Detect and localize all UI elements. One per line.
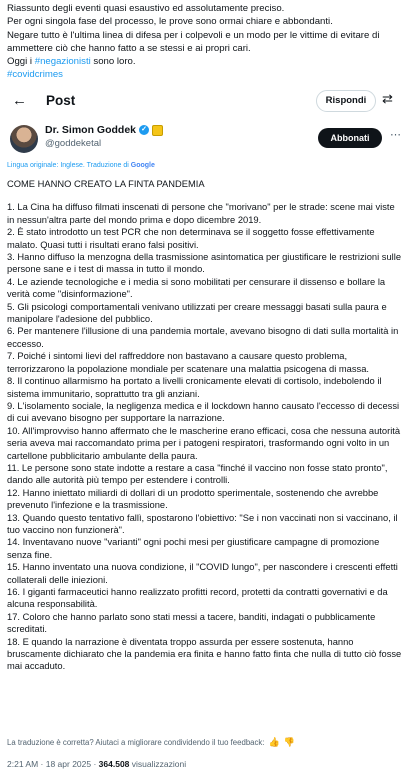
post-item: 18. E quando la narrazione è diventata troppo assurda per essere sostenuta, hanno bruscamente dichiarato che la pandemia era finita e hanno fatto finta che nulla di tutto ciò fosse mai accaduto. — [7, 636, 402, 672]
reply-button[interactable]: Rispondi — [316, 90, 376, 112]
post-item: 8. Il continuo allarmismo ha portato a livelli cronicamente elevati di cortisolo, indebolendo il sistema immunitario, soprattutto tra gli anziani. — [7, 376, 382, 399]
thumbs-up-icon[interactable]: 👍 — [268, 737, 280, 747]
post-item: 11. Le persone sono state indotte a restare a casa "finché il vaccino non fosse stato pronto", dando alle autorità più tempo per estendere i controlli. — [7, 462, 388, 486]
caption-line: Negare tutto è l'ultima linea di difesa per i colpevoli e un modo per le vittime di evitare di ammettere ciò che hanno fatto a se stessi e ai propri cari. — [7, 29, 380, 54]
caption-line — [7, 55, 405, 68]
post-item: 14. Inventavano nuove "varianti" ogni pochi mesi per giustificare campagne di promozione senza fine. — [7, 537, 380, 560]
post-heading: COME HANNO CREATO LA FINTA PANDEMIA — [7, 179, 205, 189]
post-item: 17. Coloro che hanno parlato sono stati messi a tacere, banditi, indagati o pubblicamente screditati. — [7, 611, 376, 635]
view-count: 364.508 — [98, 759, 130, 769]
author-handle[interactable]: @goddeketal — [45, 138, 102, 149]
translation-feedback — [7, 737, 295, 748]
caption-text: sono loro. — [90, 56, 136, 68]
hashtag-negazionisti[interactable]: #negazionisti — [34, 56, 91, 68]
caption — [7, 2, 405, 82]
post-item: 1. La Cina ha diffuso filmati inscenati di persone che "morivano" per le strade: scene mai viste in nessun'altra parte del mondo prima e dopo dicembre 2019. — [7, 202, 395, 225]
post-header — [0, 84, 410, 120]
post-item: 6. Per mantenere l'illusione di una pandemia mortale, avevano bisogno di dati sulla mortalità in eccesso. — [7, 326, 399, 349]
caption-line: Per ogni singola fase del processo, le prove sono ormai chiare e abbondanti. — [7, 16, 333, 28]
caption-line: Riassunto degli eventi quasi esaustivo ed assolutamente preciso. — [7, 3, 285, 14]
view-label: visualizzazioni — [129, 759, 187, 769]
post-item: 13. Quando questo tentativo fallì, spostarono l'obiettivo: "Se i non vaccinati non si vaccinano, il tuo vaccino non funzionerà". — [7, 512, 398, 535]
avatar[interactable] — [10, 125, 38, 153]
hashtag-covidcrimes[interactable]: #covidcrimes — [7, 69, 63, 81]
post-item: 12. Hanno iniettato miliardi di dollari di un prodotto sperimentale, sostenendo che avrebbe prevenuto l'infezione e la trasmissione. — [7, 487, 379, 511]
post-item: 15. Hanno inventato una nuova condizione, il "COVID lungo", per nascondere i crescenti effetti collaterali delle iniezioni. — [7, 562, 398, 585]
post-item: 4. Le aziende tecnologiche e i media si sono mobilitati per censurare il dissenso e bollare la verità come "disinformazione". — [7, 276, 386, 300]
affiliation-badge-icon — [152, 125, 163, 136]
author-name[interactable] — [45, 124, 163, 136]
thumbs-down-icon[interactable]: 👎 — [283, 737, 295, 747]
verified-badge-icon: ✓ — [139, 125, 149, 135]
post-item: 2. È stato introdotto un test PCR che non determinava se il soggetto fosse effettivamente malato. Quasi tutti i risultati erano falsi positivi. — [7, 227, 375, 250]
translation-notice — [7, 162, 155, 169]
adjust-icon[interactable]: ⇄ — [382, 91, 393, 106]
caption-text: Oggi i — [7, 56, 35, 68]
translation-text: Lingua originale: Inglese. Traduzione di — [7, 162, 131, 169]
feedback-text: La traduzione è corretta? Aiutaci a migliorare condividendo il tuo feedback: — [7, 738, 265, 747]
timestamp[interactable]: 2:21 AM · 18 apr 2025 · — [7, 759, 99, 769]
google-logo: Google — [130, 162, 155, 169]
post-item: 10. All'improvviso hanno affermato che le mascherine erano efficaci, cosa che nessuna autorità seria aveva mai raccomandato prima per i patogeni respiratori, trasformando ogni volto in un cartellone pubblicitario ambulante della paura. — [7, 425, 401, 461]
post-screenshot — [0, 84, 410, 768]
subscribe-button[interactable]: Abbonati — [318, 128, 382, 148]
page-title: Post — [46, 93, 76, 108]
author-row — [0, 122, 410, 162]
author-name-text: Dr. Simon Goddek — [45, 124, 137, 136]
post-item: 3. Hanno diffuso la menzogna della trasmissione asintomatica per giustificare le restrizioni sulle persone sane e i test di massa in tutto il mondo. — [7, 252, 402, 275]
arrow-left-icon[interactable]: ← — [12, 92, 27, 109]
post-item: 5. Gli psicologi comportamentali venivano utilizzati per creare messaggi basati sulla paura e manipolare l'adesione del pubblico. — [7, 301, 387, 325]
post-item: 16. I giganti farmaceutici hanno realizzato profitti record, protetti da contratti governativi e da alcuna responsabilità. — [7, 587, 388, 610]
post-body — [7, 178, 403, 673]
more-icon[interactable]: ⋯ — [390, 129, 401, 141]
post-item: 9. L'isolamento sociale, la negligenza medica e il lockdown hanno causato l'eccesso di decessi di cui avevano bisogno per supportare la narrazione. — [7, 400, 400, 424]
post-item: 7. Poiché i sintomi lievi del raffreddore non bastavano a causare questo problema, terrorizzarono la popolazione mondiale per scatenare una malattia psicogena di massa. — [7, 351, 370, 374]
